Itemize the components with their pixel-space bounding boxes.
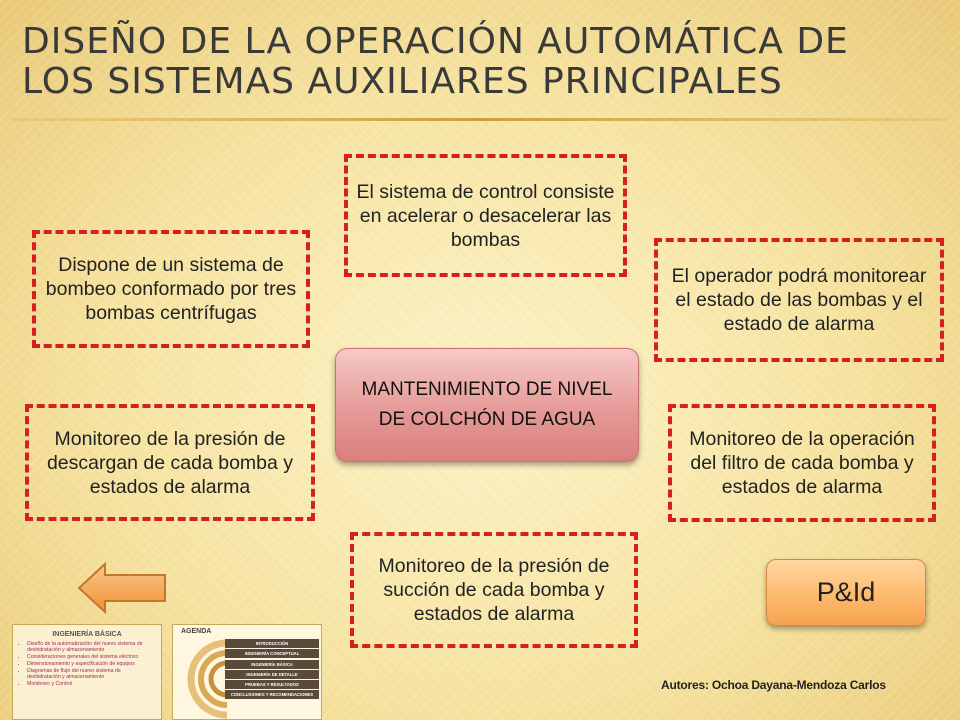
list-item: • Monitoreo y Control [27,681,155,687]
thumbnail-title: INGENIERÍA BÁSICA [52,631,122,638]
list-item: INGENIERÍA CONCEPTUAL [225,649,319,658]
list-item: CONCLUSIONES Y RECOMENDACIONES [225,690,319,699]
list-item: PRUEBAS Y RESULTADOS [225,680,319,689]
pid-button[interactable]: P&Id [766,559,926,626]
list-item: • Diagramas de flujo del nuevo sistema de deshidratación y almacenamiento [27,668,155,680]
list-item: INTRODUCCIÓN [225,639,319,648]
authors-credit: Autores: Ochoa Dayana-Mendoza Carlos [661,678,886,692]
agenda-thumbnail[interactable] [172,624,322,720]
list-item: • Dimensionamiento y especificación de equipos [27,661,155,667]
operator-monitor-box: El operador podrá monitorear el estado de las bombas y el estado de alarma [654,238,944,362]
list-item: INGENIERÍA BÁSICA [225,660,319,669]
thumbnail-title: AGENDA [181,628,212,635]
suction-pressure-box: Monitoreo de la presión de succión de cada bomba y estados de alarma [350,532,638,648]
discharge-pressure-box: Monitoreo de la presión de descargan de cada bomba y estados de alarma [25,404,315,521]
left-arrow-icon[interactable] [77,562,167,614]
thumbnail-list [13,641,161,687]
center-topic-box: MANTENIMIENTO DE NIVEL DE COLCHÓN DE AGUA [335,348,639,462]
pump-system-box: Dispone de un sistema de bombeo conformado por tres bombas centrífugas [32,230,310,348]
title-divider [12,118,948,121]
basic-engineering-thumbnail[interactable] [12,624,162,720]
list-item: • Diseño de la automatización del nuevo sistema de deshidratación y almacenamiento [27,641,155,653]
agenda-list [225,639,319,701]
list-item: INGENIERÍA DE DETALLE [225,670,319,679]
slide-title: DISEÑO DE LA OPERACIÓN AUTOMÁTICA DE LOS SISTEMAS AUXILIARES PRINCIPALES [22,21,849,102]
filter-operation-box: Monitoreo de la operación del filtro de cada bomba y estados de alarma [668,404,936,522]
list-item: • Consideraciones generales del sistema eléctrico [27,654,155,660]
control-system-box: El sistema de control consiste en acelerar o desacelerar las bombas [344,154,627,277]
